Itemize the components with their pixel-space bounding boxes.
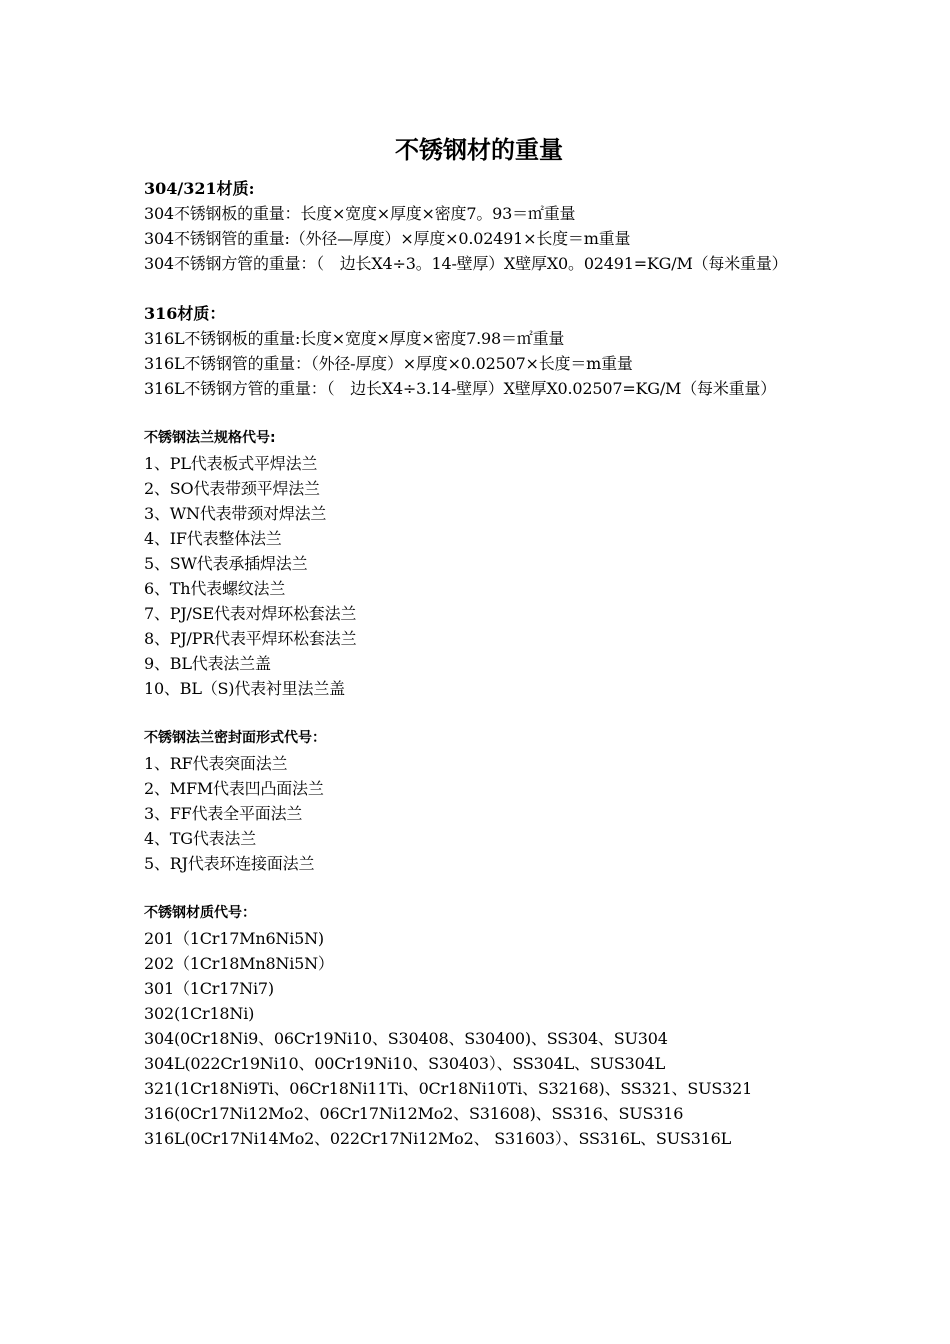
list-item: 301（1Cr17Ni7) bbox=[144, 979, 274, 998]
list-item: 9、BL代表法兰盖 bbox=[144, 654, 271, 673]
list-item: 302(1Cr18Ni) bbox=[144, 1004, 255, 1023]
list-item: 2、SO代表带颈平焊法兰 bbox=[144, 479, 320, 498]
section-316 bbox=[144, 301, 814, 401]
list-item: 7、PJ/SE代表对焊环松套法兰 bbox=[144, 604, 357, 623]
list-item: 5、RJ代表环连接面法兰 bbox=[144, 854, 315, 873]
list-item: 2、MFM代表凹凸面法兰 bbox=[144, 779, 324, 798]
spacer bbox=[144, 276, 814, 301]
document-title: 不锈钢材的重量 bbox=[395, 136, 563, 164]
section-heading: 不锈钢法兰规格代号: bbox=[144, 430, 276, 446]
list-item: 4、TG代表法兰 bbox=[144, 829, 257, 848]
formula-line: 316L不锈钢板的重量:长度×宽度×厚度×密度7.98＝㎡重量 bbox=[144, 329, 565, 348]
list-item: 201（1Cr17Mn6Ni5N) bbox=[144, 929, 324, 948]
list-item: 3、FF代表全平面法兰 bbox=[144, 804, 303, 823]
section-heading: 不锈钢材质代号： bbox=[144, 905, 256, 921]
formula-line: 316L不锈钢管的重量：（外径-厚度）×厚度×0.02507×长度＝m重量 bbox=[144, 354, 633, 373]
section-304-321 bbox=[144, 176, 814, 276]
list-item: 304L(022Cr19Ni10、00Cr19Ni10、S30403）、SS304L、SUS304L bbox=[144, 1054, 665, 1073]
list-item: 304(0Cr18Ni9、06Cr19Ni10、S30408、S30400)、SS304、SU304 bbox=[144, 1029, 668, 1048]
section-heading: 304/321材质: bbox=[144, 179, 255, 198]
list-item: 1、PL代表板式平焊法兰 bbox=[144, 454, 318, 473]
section-heading: 316材质： bbox=[144, 304, 226, 323]
section-sealing-face-codes bbox=[144, 726, 814, 876]
formula-line: 304不锈钢方管的重量：（ 边长X4÷3。14-壁厚）X壁厚X0。02491=KG/M（每米重量） bbox=[144, 254, 788, 273]
spacer bbox=[144, 701, 814, 726]
section-material-codes bbox=[144, 901, 814, 1151]
formula-line: 316L不锈钢方管的重量：（ 边长X4÷3.14-壁厚）X壁厚X0.02507=KG/M（每米重量） bbox=[144, 379, 777, 398]
list-item: 5、SW代表承插焊法兰 bbox=[144, 554, 308, 573]
spacer bbox=[144, 401, 814, 426]
list-item: 321(1Cr18Ni9Ti、06Cr18Ni11Ti、0Cr18Ni10Ti、S32168)、SS321、SUS321 bbox=[144, 1079, 753, 1098]
list-item: 6、Th代表螺纹法兰 bbox=[144, 579, 286, 598]
spacer bbox=[144, 876, 814, 901]
list-item: 316(0Cr17Ni12Mo2、06Cr17Ni12Mo2、S31608)、SS316、SUS316 bbox=[144, 1104, 684, 1123]
list-item: 202（1Cr18Mn8Ni5N） bbox=[144, 954, 334, 973]
list-item: 8、PJ/PR代表平焊环松套法兰 bbox=[144, 629, 357, 648]
list-item: 4、IF代表整体法兰 bbox=[144, 529, 282, 548]
list-item: 1、RF代表突面法兰 bbox=[144, 754, 288, 773]
document-page bbox=[144, 132, 814, 1151]
formula-line: 304不锈钢管的重量:（外径—厚度）×厚度×0.02491×长度＝m重量 bbox=[144, 229, 631, 248]
list-item: 3、WN代表带颈对焊法兰 bbox=[144, 504, 327, 523]
list-item: 10、BL（S)代表衬里法兰盖 bbox=[144, 679, 345, 698]
section-flange-spec-codes bbox=[144, 426, 814, 701]
list-item: 316L(0Cr17Ni14Mo2、022Cr17Ni12Mo2、 S31603）、SS316L、SUS316L bbox=[144, 1129, 732, 1148]
formula-line: 304不锈钢板的重量：长度×宽度×厚度×密度7。93＝㎡重量 bbox=[144, 204, 576, 223]
section-heading: 不锈钢法兰密封面形式代号： bbox=[144, 730, 326, 746]
